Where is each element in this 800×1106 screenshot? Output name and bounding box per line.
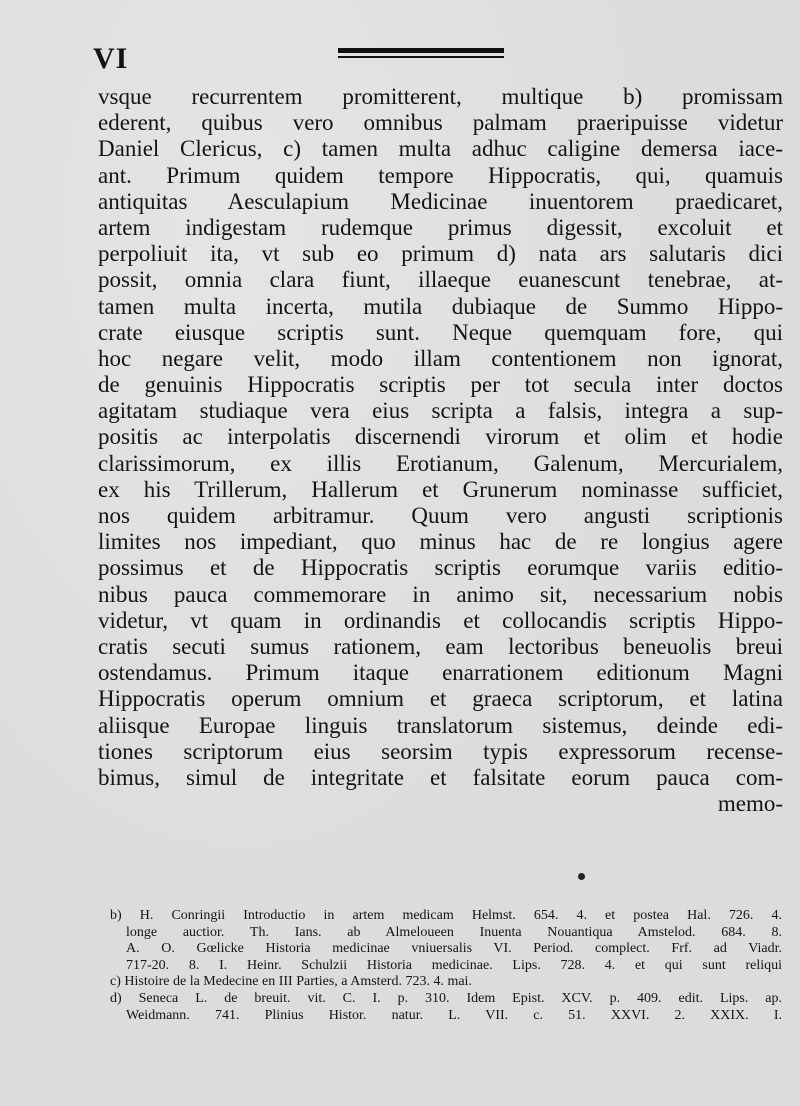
text-line: de genuinis Hippocratis scriptis per tot secula inter doctos xyxy=(98,372,783,398)
text-line: tiones scriptorum eius seorsim typis expressorum recense- xyxy=(98,738,783,764)
text-line: Hippocratis operum omnium et graeca scriptorum, et latina xyxy=(98,686,783,712)
text-line: agitatam studiaque vera eius scripta a falsis, integra a sup- xyxy=(98,398,783,424)
footnote-line: A. O. Gœlicke Historia medicinae vniuersalis VI. Period. complect. Frf. ad Viadr. xyxy=(126,941,782,957)
ink-speck xyxy=(578,873,585,880)
text-line: possimus et de Hippocratis scriptis eorumque variis editio- xyxy=(98,555,783,581)
text-line: nibus pauca commemorare in animo sit, necessarium nobis xyxy=(98,581,783,607)
text-line: clarissimorum, ex illis Erotianum, Galenum, Mercurialem, xyxy=(98,450,783,476)
text-line: aliisque Europae linguis translatorum sistemus, deinde edi- xyxy=(98,712,783,738)
text-line: hoc negare velit, modo illam contentionem non ignorat, xyxy=(98,345,783,371)
text-line: positis ac interpolatis discernendi virorum et olim et hodie xyxy=(98,424,783,450)
text-line: possit, omnia clara fiunt, illaeque euanescunt tenebrae, at- xyxy=(98,267,783,293)
text-line: bimus, simul de integritate et falsitate eorum pauca com- xyxy=(98,764,783,790)
catchword: memo- xyxy=(717,791,783,817)
text-line: tamen multa incerta, mutila dubiaque de Summo Hippo- xyxy=(98,293,783,319)
header-rule xyxy=(338,48,504,60)
main-text xyxy=(98,84,783,817)
text-line: ostendamus. Primum itaque enarrationem editionum Magni xyxy=(98,660,783,686)
footnote-line: Weidmann. 741. Plinius Histor. natur. L. VII. c. 51. XXVI. 2. XXIX. I. xyxy=(126,1007,782,1023)
header-rule-thick xyxy=(338,48,504,53)
text-line: antiquitas Aesculapium Medicinae inuentorem praedicaret, xyxy=(98,188,783,214)
footnote-line: 717-20. 8. I. Heinr. Schulzii Historia medicinae. Lips. 728. 4. et qui sunt reliqui xyxy=(126,957,782,973)
text-line: artem indigestam rudemque primus digessit, excoluit et xyxy=(98,214,783,240)
text-line: ant. Primum quidem tempore Hippocratis, qui, quamuis xyxy=(98,162,783,188)
footnote-line: c) Histoire de la Medecine en III Parties, a Amsterd. 723. 4. mai. xyxy=(110,974,472,990)
footnotes xyxy=(110,908,782,1024)
text-line: nos quidem arbitramur. Quum vero angusti scriptionis xyxy=(98,503,783,528)
text-line: perpoliuit ita, vt sub eo primum d) nata ars salutaris dici xyxy=(98,241,783,267)
text-line: ex his Trillerum, Hallerum et Grunerum nominasse sufficiet, xyxy=(98,476,783,502)
footnote-line: longe auctior. Th. Ians. ab Almeloueen Inuenta Nouantiqua Amstelod. 684. 8. xyxy=(126,924,782,940)
footnote-line: b) H. Conringii Introductio in artem medicam Helmst. 654. 4. et postea Hal. 726. 4. xyxy=(110,908,782,923)
text-line: cratis secuti sumus rationem, eam lectoribus beneuolis breui xyxy=(98,633,783,659)
footnote-line: d) Seneca L. de breuit. vit. C. I. p. 310. Idem Epist. XCV. p. 409. edit. Lips. ap. xyxy=(110,990,782,1006)
text-line: vsque recurrentem promitterent, multique b) promissam xyxy=(98,84,783,109)
page-number: VI xyxy=(93,42,129,75)
text-line: ederent, quibus vero omnibus palmam praeripuisse videtur xyxy=(98,110,783,136)
text-line: videtur, vt quam in ordinandis et collocandis scriptis Hippo- xyxy=(98,607,783,633)
text-line: limites nos impediant, quo minus hac de re longius agere xyxy=(98,529,783,555)
text-line: crate eiusque scriptis sunt. Neque quemquam fore, qui xyxy=(98,319,783,345)
text-line: Daniel Clericus, c) tamen multa adhuc caligine demersa iace- xyxy=(98,136,783,162)
header-rule-thin xyxy=(338,56,504,58)
